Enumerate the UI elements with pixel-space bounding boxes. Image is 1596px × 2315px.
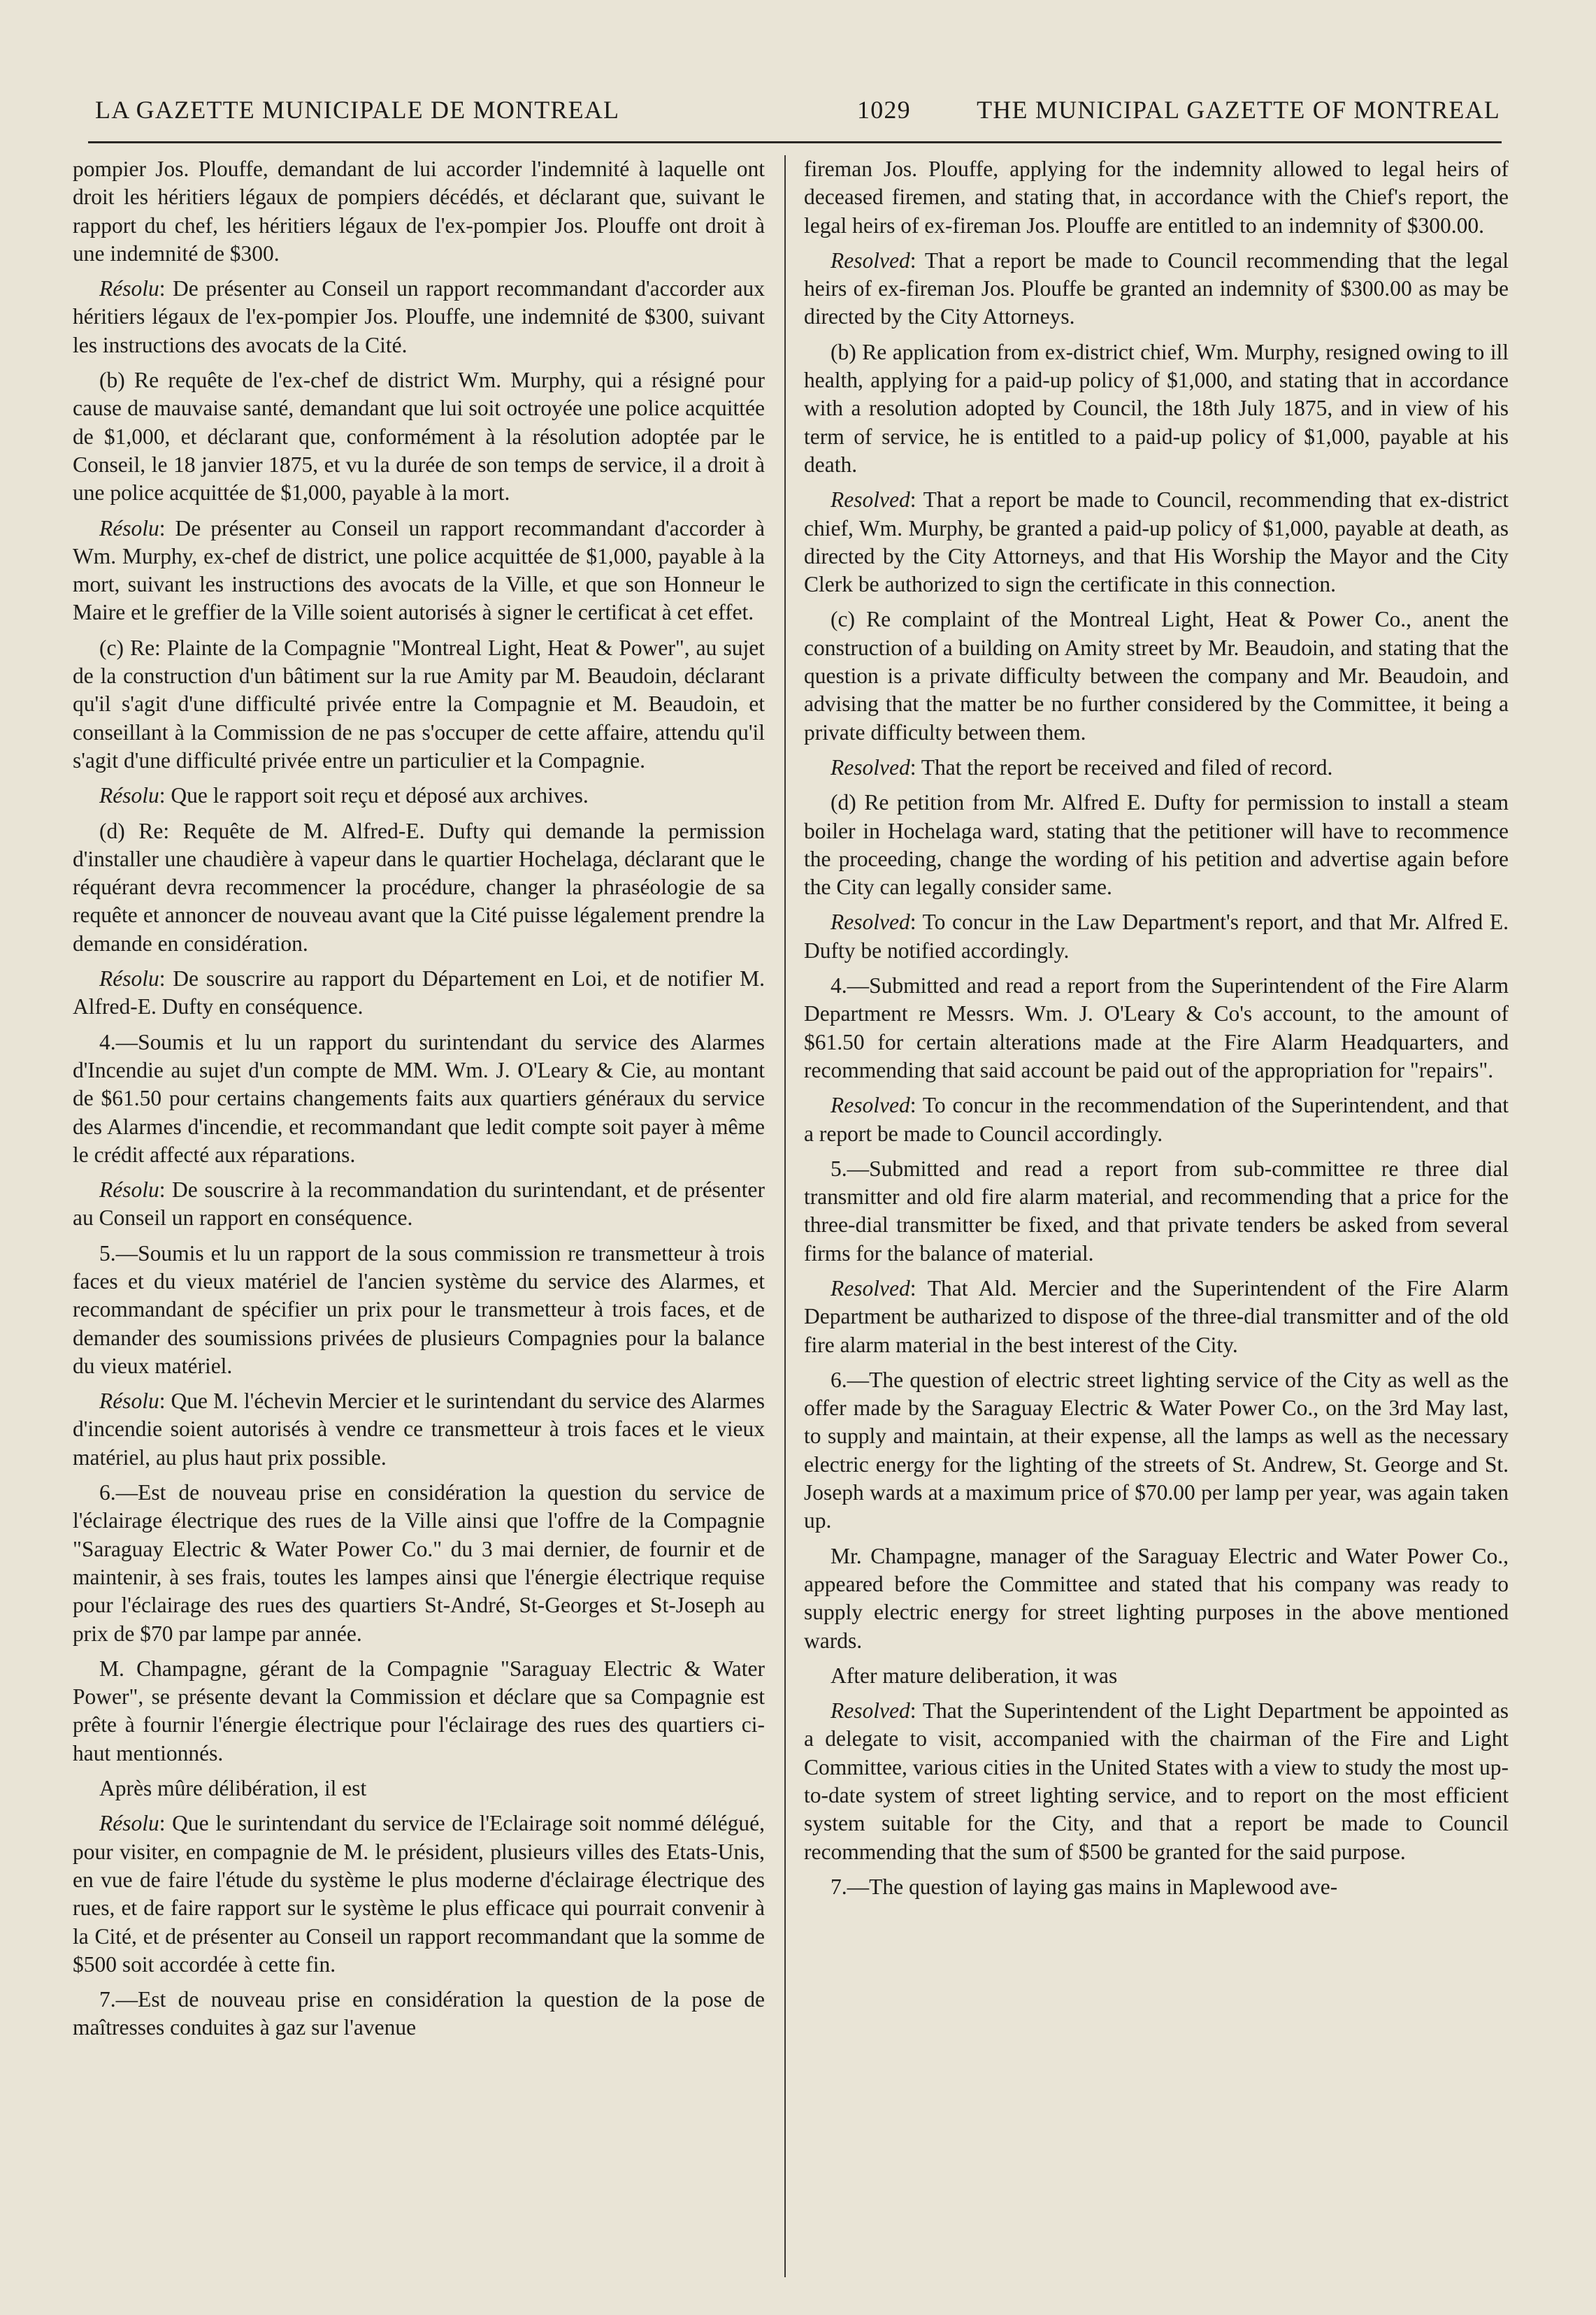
paragraph [804,908,1509,965]
resolution-label: Resolved [831,910,910,935]
paragraph [804,1697,1509,1866]
paragraph-text: 4.—Submitted and read a report from the Superintendent of the Fire Alarm Department re Messrs. Wm. J. O'Leary & Co's account, to the amount of $61.50 for certain alterations made at the Fire Alarm Headquarters, and recommending that said account be paid out of the appropriation for "repairs". [804,973,1509,1082]
resolution-label: Resolved [831,1275,910,1300]
paragraph [73,817,765,958]
page-number: 1029 [857,96,911,124]
resolution-label: Résolu [99,966,159,991]
resolution-label: Resolved [831,1093,910,1118]
french-column [73,155,765,2049]
paragraph [804,754,1509,782]
paragraph-text: 6.—Est de nouveau prise en considération la question du service de l'éclairage électrique des rues de la Ville ainsi que l'offre de la Compagnie "Saraguay Electric & Water Power Co." du 3 mai dernier, de fournir et de maintenir, à ses frais, toutes les lampes ainsi que l'énergie électrique requise pour l'éclairage des rues des quartiers St-André, St-Georges et St-Joseph au prix de $70 par lampe par année. [73,1480,765,1646]
resolution-label: Résolu [99,515,159,540]
paragraph-text: : De présenter au Conseil un rapport recommandant d'accorder aux héritiers légaux de l'ex-pompier Jos. Plouffe, une indemnité de $300, suivant les instructions des avocats de la Cité. [73,276,765,357]
paragraph-text: 7.—The question of laying gas mains in Maplewood ave- [831,1874,1338,1899]
resolution-label: Résolu [99,1177,159,1203]
paragraph [804,338,1509,479]
paragraph [804,247,1509,331]
paragraph-text: (b) Re requête de l'ex-chef de district Wm. Murphy, qui a résigné pour cause de mauvaise santé, demandant que lui soit octroyée une police acquittée de $1,000, et déclarant que, conformément à la résolution adoptée par le Conseil, le 18 janvier 1875, et vu la durée de son temps de service, il a droit à une police acquittée de $1,000, payable à la mort. [73,368,765,506]
paragraph [73,1176,765,1233]
paragraph [73,965,765,1022]
resolution-label: Resolved [831,248,910,273]
paragraph-text: : De présenter au Conseil un rapport recommandant d'accorder à Wm. Murphy, ex-chef de district, une police acquittée de $1,000, payable à la mort, suivant les instructions des avocats de la Ville, et que son Honneur le Maire et le greffier de la Ville soient autorisés à signer le certificat à cet effet. [73,515,765,625]
paragraph-text: : That a report be made to Council recommending that the legal heirs of ex-fireman Jos. Plouffe be granted an indemnity of $300.00 as may be directed by the City Attorneys. [804,248,1509,329]
paragraph [804,1275,1509,1359]
paragraph-text: (c) Re: Plainte de la Compagnie "Montreal Light, Heat & Power", au sujet de la construction d'un bâtiment sur la rue Amity par M. Beaudoin, déclarant qu'il s'agit d'une difficulté privée entre la Compagnie et M. Beaudoin, et conseillant à la Commission de ne pas s'occuper de cette affaire, attendu qu'il s'agit d'une difficulté privée entre un particulier et la Compagnie. [73,635,765,773]
paragraph-text: Mr. Champagne, manager of the Saraguay Electric and Water Power Co., appeared before the Committee and stated that his company was ready to supply electric energy for street lighting purposes in the above mentioned wards. [804,1543,1509,1653]
paragraph-text: : That the report be received and filed of record. [910,754,1333,780]
paragraph [804,1662,1509,1690]
paragraph-text: : Que le rapport soit reçu et déposé aux archives. [159,783,589,808]
paragraph [804,155,1509,240]
paragraph [804,1542,1509,1655]
paragraph-text: : Que M. l'échevin Mercier et le surintendant du service des Alarmes d'incendie soient autorisés à vendre ce transmetteur à trois faces et le vieux matériel, au plus haut prix possible. [73,1389,765,1470]
header-french-title: LA GAZETTE MUNICIPALE DE MONTREAL [95,96,620,124]
paragraph-text: (b) Re application from ex-district chief, Wm. Murphy, resigned owing to ill health, applying for a paid-up policy of $1,000, and stating that in accordance with a resolution adopted by Council, the 18th July 1875, and in view of his term of service, he is entitled to a paid-up policy of $1,000, payable at his death. [804,339,1509,477]
paragraph-text: : De souscrire à la recommandation du surintendant, et de présenter au Conseil un rapport en conséquence. [73,1177,765,1231]
paragraph-text: After mature deliberation, it was [831,1663,1118,1688]
paragraph [73,1655,765,1768]
paragraph [73,782,765,810]
resolution-label: Résolu [99,276,159,301]
english-column [804,155,1509,1908]
paragraph-text: : That Ald. Mercier and the Superintendent of the Fire Alarm Department be autharized to dispose of the three-dial transmitter and of the old fire alarm material in the best interest of the City. [804,1275,1509,1357]
paragraph-text: : To concur in the recommendation of the Superintendent, and that a report be made to Council accordingly. [804,1093,1509,1146]
paragraph-text: : That the Superintendent of the Light Department be appointed as a delegate to visit, accompanied with the chairman of the Fire and Light Committee, various cities in the United States with a view to study the most up-to-date system of street lighting service, and to report on the most efficient system suitable for the City, and that a report be made to Council recommending that the sum of $500 be granted for the said purpose. [804,1698,1509,1864]
paragraph [804,1366,1509,1535]
paragraph-text: : To concur in the Law Department's report, and that Mr. Alfred E. Dufty be notified accordingly. [804,910,1509,963]
paragraph-text: (d) Re petition from Mr. Alfred E. Dufty for permission to install a steam boiler in Hochelaga ward, stating that the petitioner will have to recommence the proceeding, change the wording of his petition and advertise again before the City can legally consider same. [804,790,1509,900]
resolution-label: Résolu [99,783,159,808]
paragraph-text: 5.—Soumis et lu un rapport de la sous commission re transmetteur à trois faces et du vieux matériel de l'ancien système du service des Alarmes, et recommandant de spécifier un prix pour le transmetteur à trois faces, et de demander des soumissions privées de plusieurs Compagnies pour la balance du vieux matériel. [73,1240,765,1378]
column-divider [784,155,786,2277]
resolution-label: Resolved [831,754,910,780]
paragraph [73,634,765,775]
paragraph-text: 4.—Soumis et lu un rapport du surintendant du service des Alarmes d'Incendie au sujet d'un compte de MM. Wm. J. O'Leary & Cie, au montant de $61.50 pour certains changements faits aux quartiers généraux du service des Alarmes d'incendie, et recommandant que ledit compte soit payer à même le crédit affecté aux réparations. [73,1029,765,1167]
paragraph [804,1155,1509,1268]
header-rule [88,141,1502,143]
resolution-label: Résolu [99,1811,159,1836]
paragraph-text: : De souscrire au rapport du Département en Loi, et de notifier M. Alfred-E. Dufty en conséquence. [73,966,765,1019]
paragraph [804,1873,1509,1901]
paragraph-text: M. Champagne, gérant de la Compagnie "Saraguay Electric & Water Power", se présente devant la Commission et déclare que sa Compagnie est prête à fournir l'énergie électrique pour l'éclairage des rues des quartiers ci-haut mentionnés. [73,1656,765,1765]
paragraph [73,155,765,268]
resolution-label: Resolved [831,1698,910,1723]
page-header [88,95,1500,134]
paragraph [804,1091,1509,1148]
paragraph-text: fireman Jos. Plouffe, applying for the indemnity allowed to legal heirs of deceased firemen, and stating that, in accordance with the Chief's report, the legal heirs of ex-fireman Jos. Plouffe are entitled to an indemnity of $300.00. [804,157,1509,238]
resolution-label: Resolved [831,487,910,513]
paragraph [73,1479,765,1648]
paragraph [73,1986,765,2042]
paragraph-text: 7.—Est de nouveau prise en considération la question de la pose de maîtresses conduites à gaz sur l'avenue [73,1987,765,2040]
resolution-label: Résolu [99,1389,159,1414]
paragraph-text: 5.—Submitted and read a report from sub-committee re three dial transmitter and old fire alarm material, and recommending that a price for the three-dial transmitter be fixed, and that private tenders be asked from several firms for the balance of material. [804,1156,1509,1266]
paragraph-text: : That a report be made to Council, recommending that ex-district chief, Wm. Murphy, be granted a paid-up policy of $1,000, payable at death, as directed by the City Attorneys, and that His Worship the Mayor and the City Clerk be authorized to sign the certificate in this connection. [804,487,1509,597]
paragraph [73,1387,765,1472]
paragraph [73,515,765,627]
paragraph-text: 6.—The question of electric street lighting service of the City as well as the offer made by the Saraguay Electric & Water Power Co., on the 3rd May last, to supply and maintain, at their expense, all the lamps as well as the necessary electric energy for the lighting of the streets of St. Andrew, St. George and St. Joseph wards at a maximum price of $70.00 per lamp per year, was again taken up. [804,1367,1509,1533]
paragraph-text: Après mûre délibération, il est [99,1776,367,1801]
paragraph [804,972,1509,1084]
paragraph [73,1809,765,1979]
paragraph [804,605,1509,746]
paragraph [73,1029,765,1169]
paragraph-text: (d) Re: Requête de M. Alfred-E. Dufty qui demande la permission d'installer une chaudière à vapeur dans le quartier Hochelaga, déclarant que le réquérant devra recommencer la procédure, changer la phraséologie de sa requête et annoncer de nouveau avant que la Cité puisse légalement prendre la demande en considération. [73,818,765,956]
paragraph [73,1240,765,1380]
paragraph-text: (c) Re complaint of the Montreal Light, Heat & Power Co., anent the construction of a building on Amity street by Mr. Beaudoin, and stating that the question is a private difficulty between the company and Mr. Beaudoin, and advising that the matter be no further considered by the Committee, it being a private difficulty between them. [804,607,1509,745]
header-english-title: THE MUNICIPAL GAZETTE OF MONTREAL [977,96,1500,124]
paragraph [804,789,1509,901]
paragraph-text: : Que le surintendant du service de l'Eclairage soit nommé délégué, pour visiter, en compagnie de M. le président, plusieurs villes des Etats-Unis, en vue de faire l'étude du système le plus moderne d'éclairage électrique des rues, et de faire rapport sur le système le plus efficace qui pourrait convenir à la Cité, et de présenter au Conseil un rapport recommandant que la somme de $500 soit accordée à cette fin. [73,1811,765,1977]
paragraph [73,1775,765,1802]
paragraph [73,366,765,507]
paragraph [804,486,1509,599]
paragraph [73,275,765,359]
paragraph-text: pompier Jos. Plouffe, demandant de lui accorder l'indemnité à laquelle ont droit les héritiers légaux de pompiers décédés, et déclarant que, suivant le rapport du chef, les héritiers légaux de l'ex-pompier Jos. Plouffe ont droit à une indemnité de $300. [73,157,765,266]
